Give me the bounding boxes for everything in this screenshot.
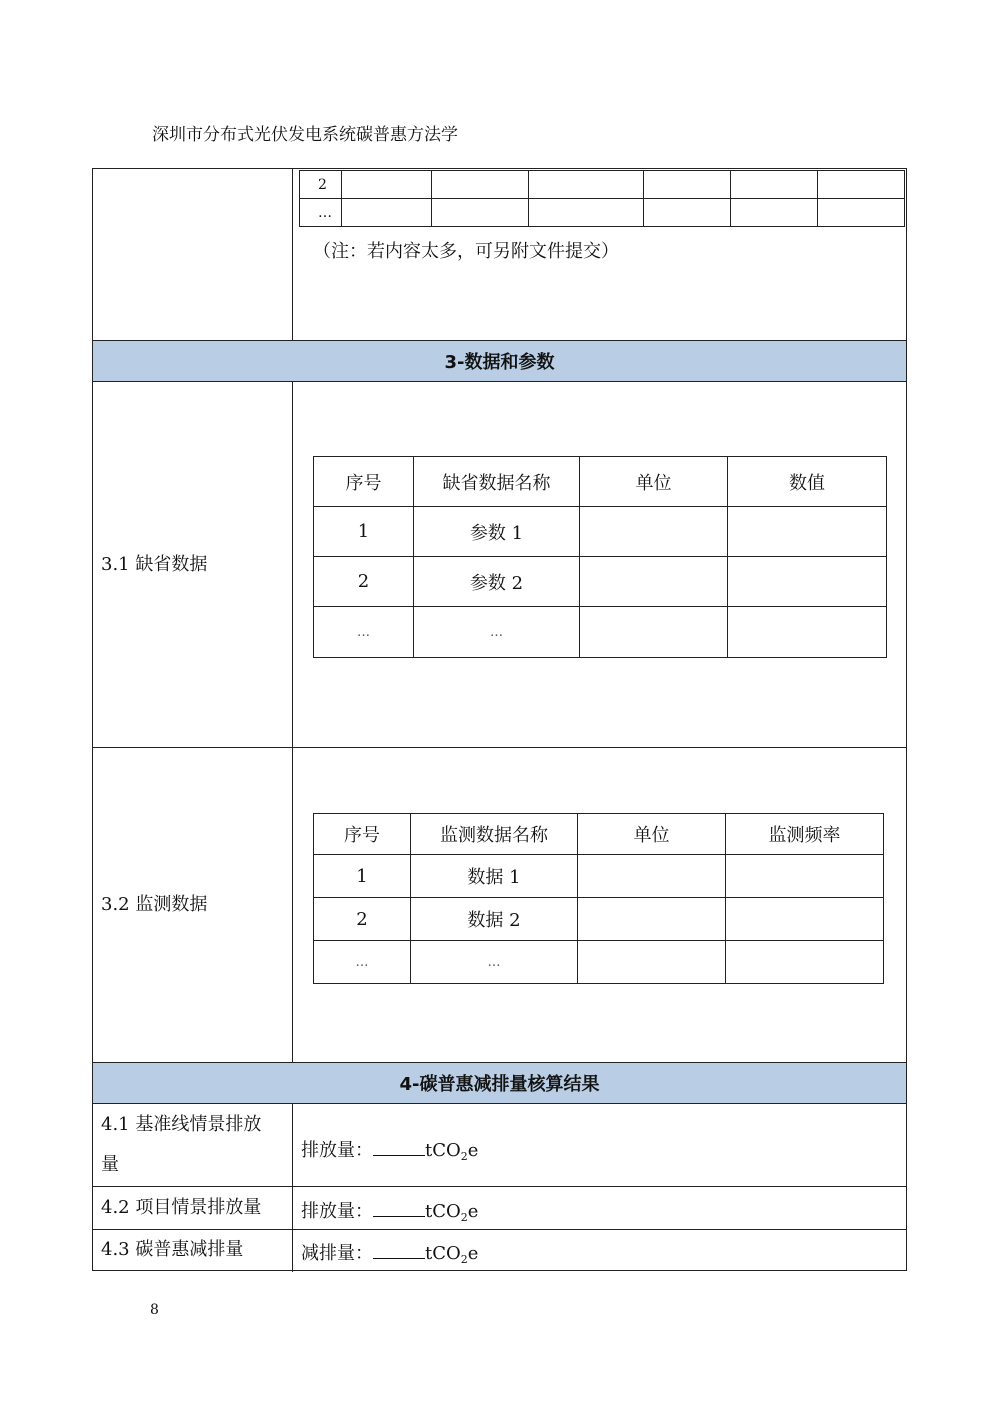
unit: tCO$_2$e bbox=[425, 1243, 479, 1266]
table-cell: … bbox=[411, 941, 578, 984]
divider bbox=[93, 1186, 906, 1187]
baseline-emission-label bbox=[101, 1105, 261, 1185]
table-cell bbox=[580, 507, 728, 557]
reduction-label: 4.3 碳普惠减排量 bbox=[101, 1239, 244, 1260]
table-cell bbox=[726, 855, 884, 898]
divider bbox=[93, 747, 906, 748]
table-cell bbox=[580, 607, 728, 658]
header-cell: 缺省数据名称 bbox=[414, 457, 580, 507]
form-frame bbox=[92, 168, 907, 1271]
field-label: 排放量： bbox=[301, 1201, 373, 1222]
table-cell: … bbox=[314, 941, 411, 984]
reduction-value bbox=[301, 1239, 478, 1266]
table-cell: 参数 2 bbox=[414, 557, 580, 607]
table-cell: … bbox=[414, 607, 580, 658]
table-row bbox=[314, 607, 887, 658]
table-row bbox=[314, 557, 887, 607]
table-header-row bbox=[314, 457, 887, 507]
table-cell: 数据 1 bbox=[411, 855, 578, 898]
header-cell: 监测频率 bbox=[726, 814, 884, 855]
table-row bbox=[300, 199, 905, 227]
table-row bbox=[314, 941, 884, 984]
header-cell: 单位 bbox=[578, 814, 726, 855]
column-divider bbox=[292, 381, 293, 1062]
divider bbox=[93, 1103, 906, 1104]
project-emission-value bbox=[301, 1197, 478, 1224]
default-data-table bbox=[313, 456, 887, 658]
table-row bbox=[314, 507, 887, 557]
table-row bbox=[300, 171, 905, 199]
section3-title: 3-数据和参数 bbox=[93, 341, 906, 381]
table-cell bbox=[728, 507, 887, 557]
attachment-note: （注：若内容太多，可另附文件提交） bbox=[313, 241, 619, 262]
table-cell bbox=[578, 898, 726, 941]
unit: tCO$_2$e bbox=[425, 1201, 479, 1224]
table-row bbox=[314, 898, 884, 941]
header-cell: 数值 bbox=[728, 457, 887, 507]
table-row bbox=[314, 855, 884, 898]
table-cell: 2 bbox=[314, 557, 414, 607]
table-cell bbox=[580, 557, 728, 607]
document-header-title: 深圳市分布式光伏发电系统碳普惠方法学 bbox=[152, 125, 458, 145]
table-header-row bbox=[314, 814, 884, 855]
divider bbox=[93, 381, 906, 382]
unit: tCO$_2$e bbox=[425, 1140, 479, 1163]
section4-title: 4-碳普惠减排量核算结果 bbox=[93, 1063, 906, 1103]
row-index: 2 bbox=[300, 171, 342, 199]
table-cell: 1 bbox=[314, 507, 414, 557]
table-cell bbox=[578, 855, 726, 898]
monitor-data-label: 3.2 监测数据 bbox=[101, 894, 208, 915]
header-cell: 序号 bbox=[314, 457, 414, 507]
field-label: 排放量： bbox=[301, 1140, 373, 1161]
fill-in-blank[interactable] bbox=[373, 1244, 425, 1259]
table-cell: 数据 2 bbox=[411, 898, 578, 941]
baseline-emission-value bbox=[301, 1136, 478, 1163]
header-cell: 序号 bbox=[314, 814, 411, 855]
table-cell bbox=[578, 941, 726, 984]
column-divider bbox=[292, 1103, 293, 1272]
fill-in-blank[interactable] bbox=[373, 1202, 425, 1217]
field-label: 减排量： bbox=[301, 1243, 373, 1264]
header-cell: 监测数据名称 bbox=[411, 814, 578, 855]
label-line: 量 bbox=[101, 1154, 119, 1175]
continued-table bbox=[299, 170, 905, 227]
table-cell bbox=[728, 607, 887, 658]
table-cell: … bbox=[314, 607, 414, 658]
table-cell: 1 bbox=[314, 855, 411, 898]
column-divider bbox=[292, 169, 293, 340]
table-cell bbox=[728, 557, 887, 607]
fill-in-blank[interactable] bbox=[373, 1141, 425, 1156]
row-index: … bbox=[300, 199, 342, 227]
header-cell: 单位 bbox=[580, 457, 728, 507]
default-data-label: 3.1 缺省数据 bbox=[101, 554, 208, 575]
table-cell bbox=[726, 941, 884, 984]
label-line: 4.1 基准线情景排放 bbox=[101, 1114, 262, 1135]
project-emission-label: 4.2 项目情景排放量 bbox=[101, 1197, 262, 1218]
table-cell bbox=[726, 898, 884, 941]
page-number: 8 bbox=[150, 1302, 159, 1318]
monitor-data-table bbox=[313, 813, 884, 984]
table-cell: 2 bbox=[314, 898, 411, 941]
table-cell: 参数 1 bbox=[414, 507, 580, 557]
